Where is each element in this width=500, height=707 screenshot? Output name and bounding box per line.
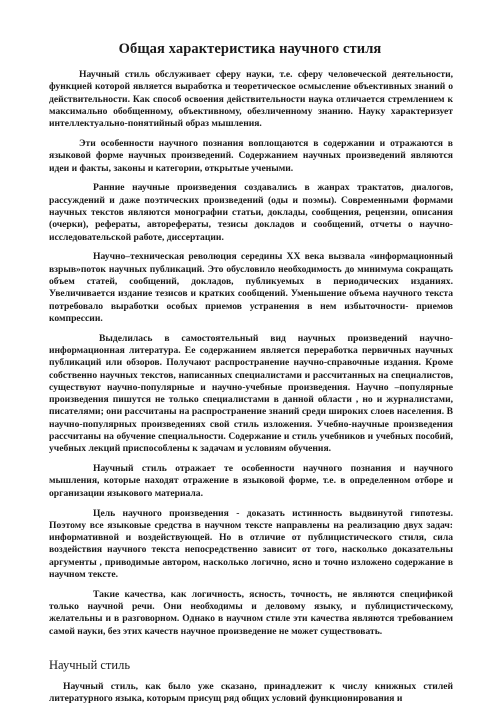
paragraph-5: Выделилась в самостоятельный вид научных произведений научно-информационная литература. Ее содержанием является переработка первичных научных публикаций или обзоров. Получают распространение научно-справочные издания. Кроме собственно научных текстов, написанных специалистами и рассчитанных на специалистов, существуют научно-популярные и научно-учебные произведения. Научно –популярные произведения пишутся не только специалистами в данной области , но и журналистами, писателями; они рассчитаны на распространение знаний среди широких слоев населения. В научно-популярных произведениях свой стиль изложения. Учебно-научные произведения рассчитаны на обучение специальности. Содержание и стиль учебников и учебных пособий, учебных лекций приспособлены к задачам и условиям обучения. bbox=[49, 332, 453, 455]
document-body bbox=[49, 69, 453, 706]
page-title: Общая характеристика научного стиля bbox=[118, 41, 382, 57]
paragraph-2: Эти особенности научного познания воплощаются в содержании и отражаются в языковой форме научных произведений. Содержанием научных произведений являются идеи и факты, законы и категории, открытые учеными. bbox=[49, 137, 453, 174]
section-heading: Научный стиль bbox=[49, 657, 131, 672]
paragraph-1: Научный стиль обслуживает сферу науки, т.е. сферу человеческой деятельности, функцией которой является выработка и теоретическое осмысление объективных знаний о действительности. Как способ освоения действительности наука отличается стремлением к максимально обобщенному, объективному, обезличенному знанию. Науку характеризует интеллектуально-понятийный образ мышления. bbox=[49, 69, 453, 130]
paragraph-6: Научный стиль отражает те особенности научного познания и научного мышления, которые находят отражение в языковой форме, т.е. в определенном отборе и организации языкового материала. bbox=[49, 463, 453, 499]
paragraph-7: Цель научного произведения - доказать истинность выдвинутой гипотезы. Поэтому все языковые средства в научном тексте направлены на реализацию двух задач: информативной и воздействующей. Но в отличие от публицистического стиля, сила воздействия научного текста непосредственно зависит от того, насколько доказательны аргументы , приводимые автором, насколько логично, ясно и точно изложено содержание в научном тексте. bbox=[49, 507, 453, 580]
final-paragraph: Научный стиль, как было уже сказано, принадлежит к числу книжных стилей литературного языка, которым присущ ряд общих условий функционирования и bbox=[49, 680, 453, 705]
paragraph-8: Такие качества, как логичность, ясность, точность, не являются спецификой только научной речи. Они необходимы и деловому языку, и публицистическому, желательны и в разговорном. Однако в научном стиле эти качества являются требованием самой науки, без этих качеств научное произведение не может существовать. bbox=[49, 588, 453, 637]
paragraph-4: Научно–техническая революция середины XX века вызвала «информационный взрыв»поток научных публикаций. Это обусловило необходимость до минимума сокращать объем статей, сообщений, докладов, публикуемых в периодических изданиях. Увеличивается издание тезисов и кратких сообщений. Уменьшение объема научного текста потребовало выработки особых приемов устранения в нем избыточности- приемов компрессии. bbox=[49, 251, 453, 324]
paragraph-3: Ранние научные произведения создавались в жанрах трактатов, диалогов, рассуждений и даже поэтических произведений (оды и поэмы). Современными формами научных текстов являются монографии статьи, доклады, сообщения, рецензии, описания (очерки), рефераты, авторефераты, тезисы докладов и сообщений, отчеты о научно-исследовательской работе, диссертации. bbox=[49, 182, 453, 243]
